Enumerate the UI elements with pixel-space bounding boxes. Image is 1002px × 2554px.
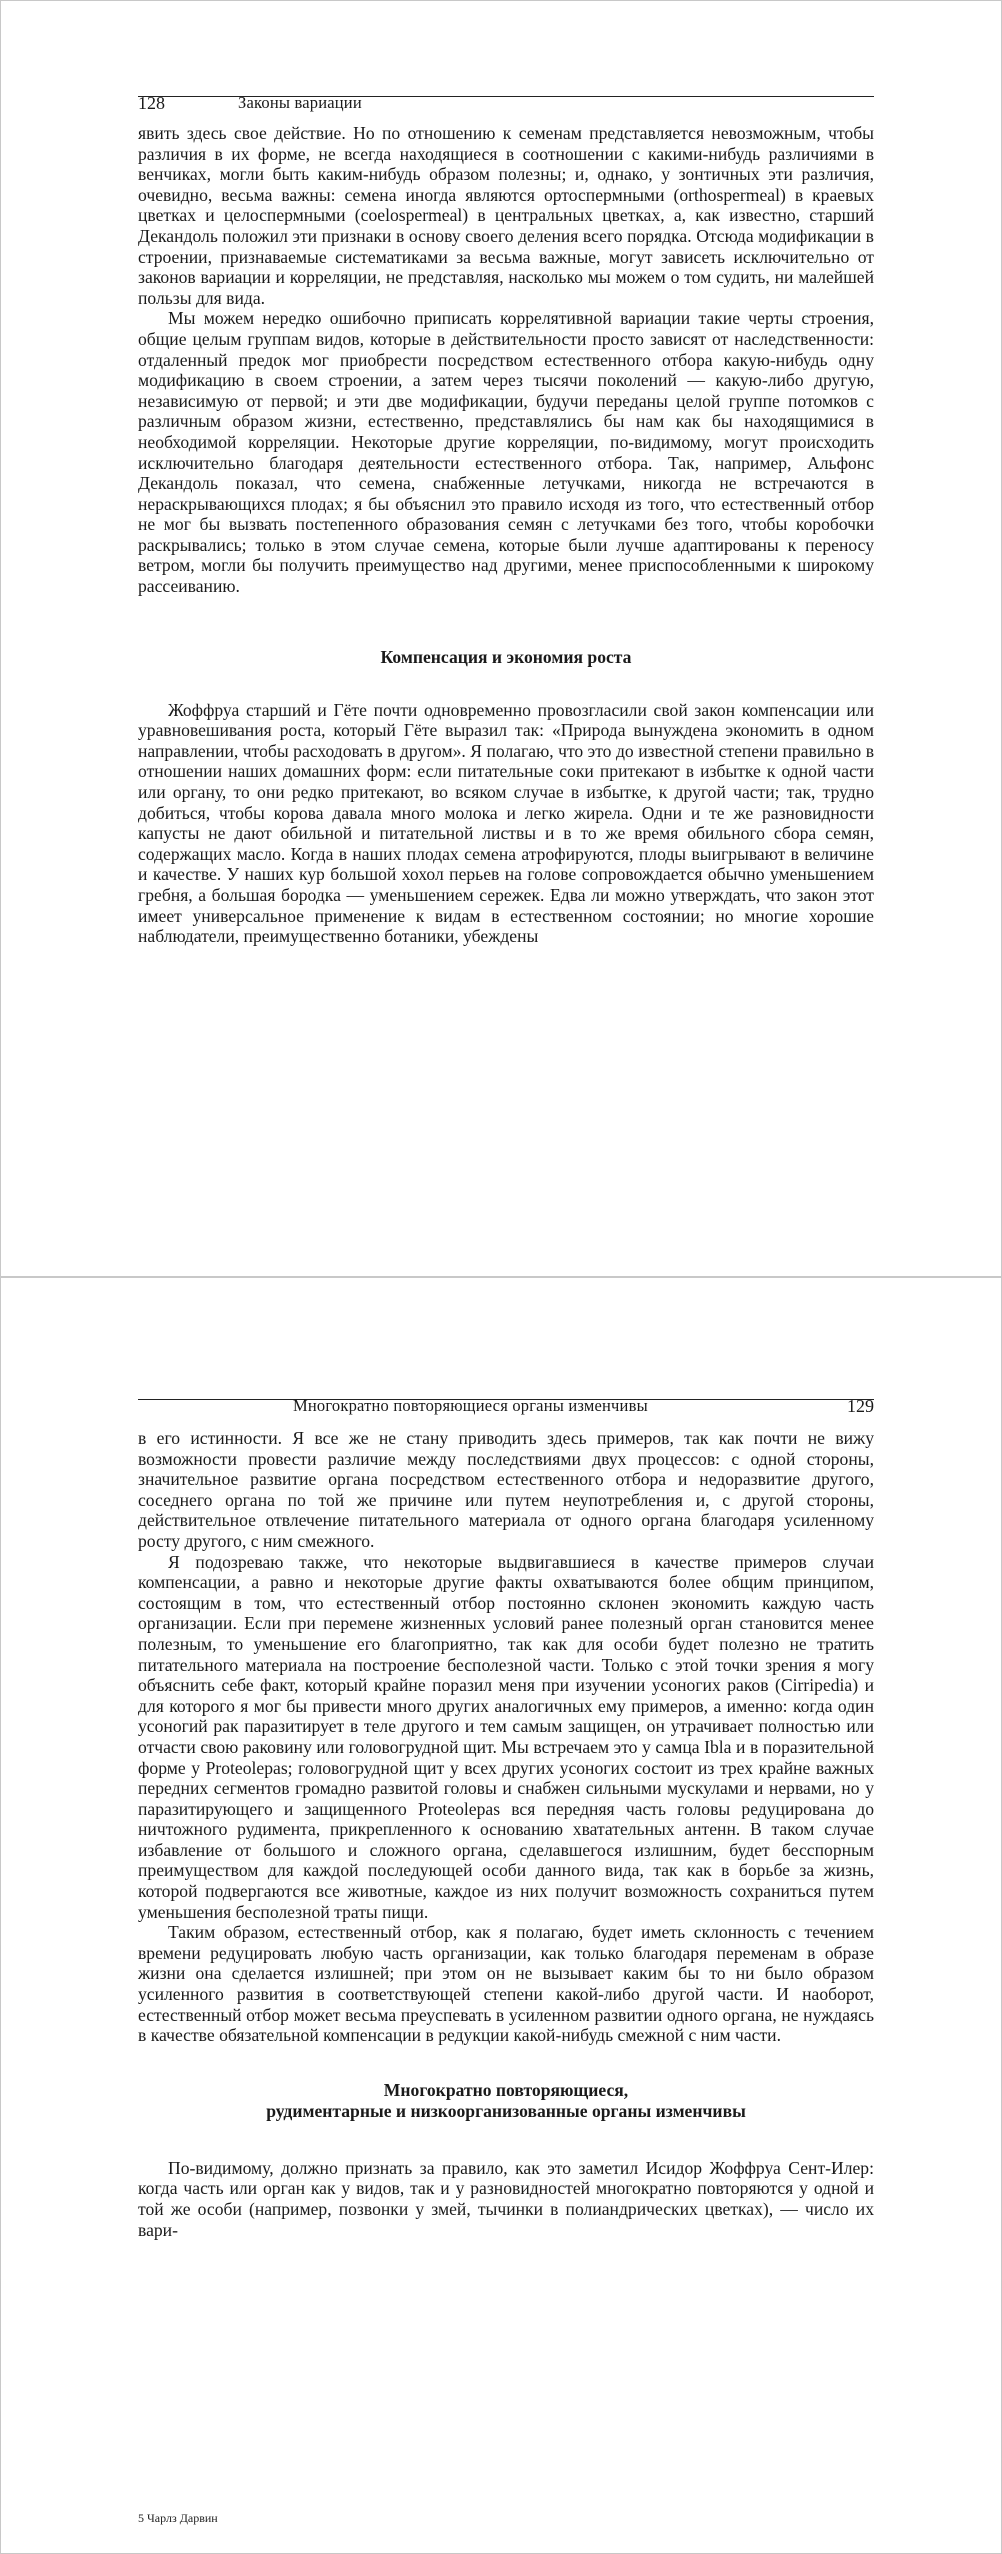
running-header (138, 93, 874, 113)
paragraph: Таким образом, естественный отбор, как я полагаю, будет иметь склонность с течением времени редуцировать любую часть организации, как только благодаря переменам в образе жизни она сделается излишней; при этом он не вызывает каким бы то ни было образом усиленного развития в соответствующей степени какой-либо другой части. И наоборот, естественный отбор может весьма преуспевать в усиленном развитии одного органа, не нуждаясь в качестве обязательной компенсации в редукции какой-нибудь смежной с ним части. (138, 1922, 874, 2046)
paragraph: в его истинности. Я все же не стану приводить здесь примеров, так как почти не вижу возможности провести различие между последствиями двух процессов: с одной стороны, значительное развитие органа посредством естественного отбора и недоразвитие другого, соседнего органа по той же причине или путем неупотребления и, с другой стороны, действительное отвлечение питательного материала от одного органа благодаря усиленному росту другого, с ним смежного. (138, 1428, 874, 1551)
section-heading (138, 2080, 874, 2122)
running-title: Законы вариации (238, 93, 362, 112)
paragraph: Мы можем нередко ошибочно приписать коррелятивной вариации такие черты строения, общие целым группам видов, которые в действительности просто зависят от наследственности: отдаленный предок мог приобрести посредством естественного отбора какую-нибудь одну модификацию в своем строении, а затем через тысячи поколений — какую-либо другую, независимую от первой; и эти две модификации, будучи переданы целой группе потомков с различным образом жизни, естественно, представлялись бы нам как бы находящимися в необходимой корреляции. Некоторые другие корреляции, по-видимому, могут происходить исключительно благодаря деятельности естественного отбора. Так, например, Альфонс Декандоль показал, что семена, снабженные летучками, никогда не встречаются в нераскрывающихся плодах; я бы объяснил это правило исходя из того, что естественный отбор не мог бы вызвать постепенного образования семян с летучками без того, чтобы коробочки раскрывались; только в этом случае семена, которые были лучше адаптированы к переносу ветром, могли бы получить преимущество над другими, менее приспособленными к широкому рассеиванию. (138, 308, 874, 597)
running-title: Многократно повторяющиеся органы изменчивы (293, 1396, 648, 1415)
paragraph: По-видимому, должно признать за правило, как это заметил Исидор Жоффруа Сент-Илер: когда часть или орган как у видов, так и у разновидностей многократно повторяются у одной и той же особи (например, позвонки у змей, тычинки в полиандрических цветках), — число их вари- (138, 2157, 874, 2240)
running-header (138, 1396, 874, 1416)
section-heading-line: рудиментарные и низкоорганизованные органы изменчивы (266, 2100, 746, 2121)
paragraph: явить здесь свое действие. Но по отношению к семенам представляется невозможным, чтобы различия в их форме, не всегда находящиеся в соотношении с какими-нибудь различиями в венчиках, могли быть каким-нибудь образом полезны; и, однако, у зонтичных эти различия, очевидно, весьма важны: семена иногда являются ортоспермными (orthospermeal) в краевых цветках и целоспермными (coelospermeal) в центральных цветках, а, как известно, старший Декандоль положил эти признаки в основу своего деления всего порядка. Отсюда модификации в строении, признаваемые систематиками за весьма важные, могут зависеть исключительно от законов вариации и корреляции, не представляя, насколько мы можем о том судить, ни малейшей пользы для вида. (138, 123, 874, 308)
paragraph: Жоффруа старший и Гёте почти одновременно провозгласили свой закон компенсации или уравновешивания роста, который Гёте выразил так: «Природа вынуждена экономить в одном направлении, чтобы расходовать в другом». Я полагаю, что это до известной степени правильно в отношении наших домашних форм: если питательные соки притекают в избытке к одной части или органу, то они редко притекают, во всяком случае в избытке, к другой части; так, трудно добиться, чтобы корова давала много молока и легко жирела. Одни и те же разновидности капусты не дают обильной и питательной листвы и в то же время обильного сбора семян, содержащих масло. Когда в наших плодах семена атрофируются, плоды выигрывают в величине и качестве. У наших кур большой хохол перьев на голове сопровождается обычно уменьшением гребня, а большая бородка — уменьшением сережек. Едва ли можно утверждать, что закон этот имеет универсальное применение к видам в естественном состоянии; но многие хорошие наблюдатели, преимущественно ботаники, убеждены (138, 699, 874, 947)
paragraph: Я подозреваю также, что некоторые выдвигавшиеся в качестве примеров случаи компенсации, а равно и некоторые другие факты охватываются более общим принципом, состоящим в том, что естественный отбор постоянно склонен экономить каждую часть организации. Если при перемене жизненных условий ранее полезный орган становится менее полезным, то уменьшение его благоприятно, так как для особи будет полезно не тратить питательного материала на построение бесполезной части. Только с этой точки зрения я могу объяснить себе факт, который крайне поразил меня при изучении усоногих раков (Cirripedia) и для которого я мог бы привести много других аналогичных ему примеров, а именно: когда один усоногий рак паразитирует в теле другого и тем самым защищен, он утрачивает полностью или отчасти свою раковину или головогрудной щит. Мы встречаем это у самца Ibla и в поразительной форме у Proteolepas; головогрудной щит у всех других усоногих состоит из трех крайне важных передних сегментов громадно развитой головы и снабжен сильными мускулами и нервами, но у паразитирующего и защищенного Proteolepas вся передняя часть головы редуцирована до ничтожного рудимента, прикрепленного к основанию хватательных антенн. В таком случае избавление от большого и сложного органа, сделавшегося излишним, будет бесспорным преимуществом для каждой последующей особи данного вида, так как в борьбе за жизнь, которой подвергаются все животные, каждое из них получит возможность сохраниться путем уменьшения бесполезной траты пищи. (138, 1551, 874, 1922)
signature-footer: 5 Чарлз Дарвин (138, 2511, 218, 2525)
page-number: 128 (138, 93, 165, 113)
page-number: 129 (847, 1396, 874, 1416)
page-129 (0, 1277, 1002, 2554)
section-heading-line: Многократно повторяющиеся, (383, 2079, 629, 2100)
page-body (138, 1428, 874, 2240)
section-heading: Компенсация и экономия роста (380, 646, 632, 667)
page-body (138, 123, 874, 947)
